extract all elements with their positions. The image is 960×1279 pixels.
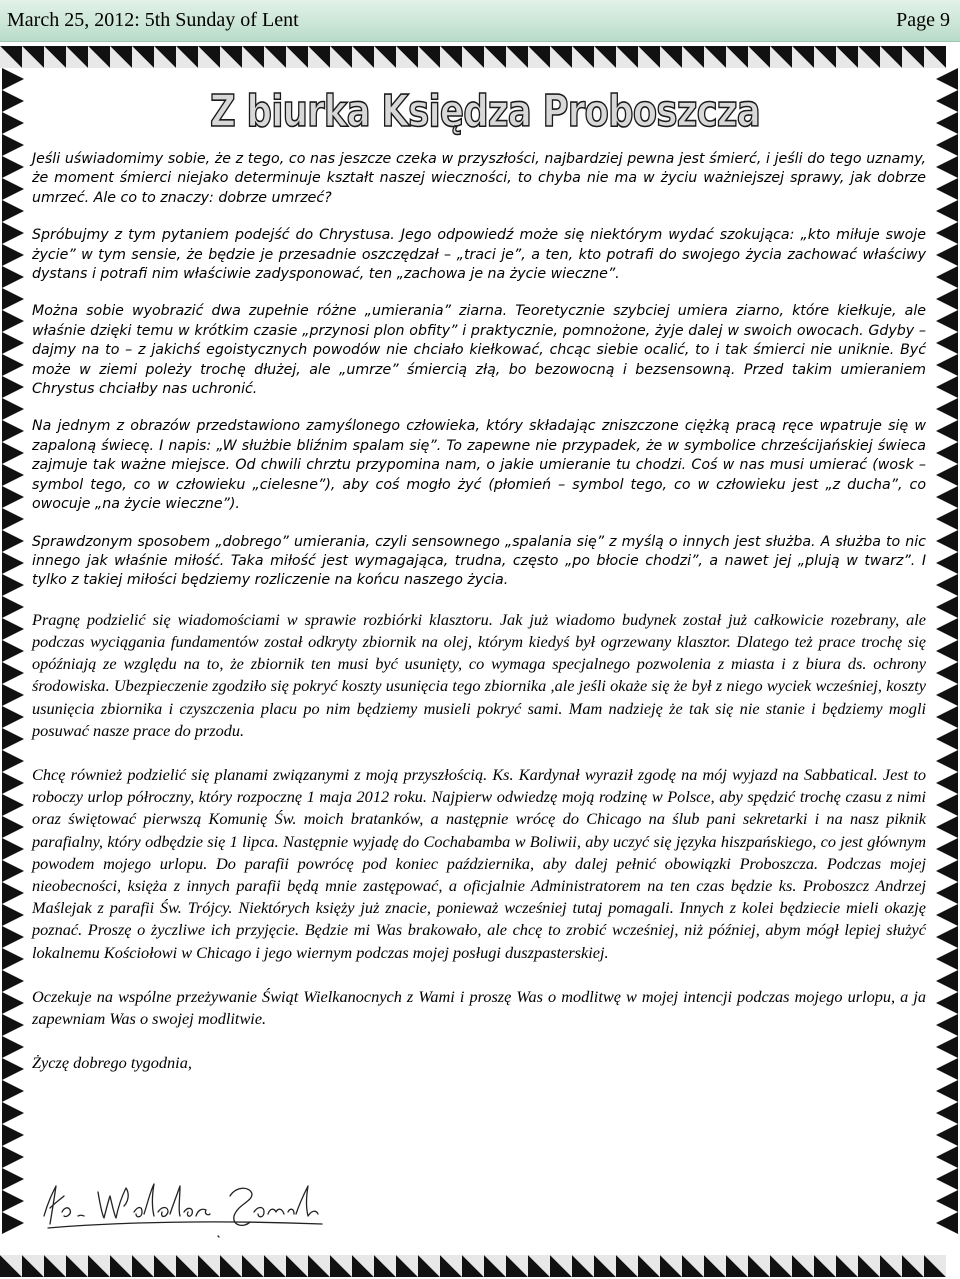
paragraph: Pragnę podzielić się wiadomościami w sprawie rozbiórki klasztoru. Jak już wiadomo budynek został już całkowicie rozebrany, ale podczas wyciągania fundamentów został odkryty zbiornik na olej, którym kiedyś był ogrzewany klasztor. Dlatego też prace trochę się opóźniają ze względu na to, że zbiornik ten musi być usunięty, co wymaga specjalnego pozwolenia z miasta i z biura ds. ochrony środowiska. Ubezpieczenie zgodziło się pokryć koszty usunięcia tego zbiornika ,ale jeśli okaże się że był z niego wyciek wcześniej, koszty usunięcia zbiornika i czyszczenia placu po nim będziemy musieli pokryć sami. Mam nadzieję że tak się nie stanie i będziemy mogli posuwać nasze prace do przodu. [32,609,926,740]
border-triangle [936,706,958,728]
paragraph: Na jednym z obrazów przedstawiono zamyślonego człowieka, który składając zniszczone ciężką pracą ręce wpatruje się w zapaloną świecę. I napis: „W służbie bliźnim spalam się”. To zapewne nie przypadek, że w symbolice chrześcijańskiej świeca zajmuje tak ważne miejsce. Od chwili chrztu przypomina nam, o jakie umieranie tu chodzi. Coś w nas musi umierać (wosk – symbol tego, co w człowieku „cielesne”), aby coś mogło żyć (płomień – symbol tego, co w człowieku jest „z ducha”, co owocuje „na życie wieczne”). [32,418,926,513]
border-triangle [2,728,24,750]
border-triangle [936,354,958,376]
handwritten-signature [38,1172,328,1242]
border-triangle [2,288,24,310]
border-triangle [936,266,958,288]
border-triangle [936,1102,958,1124]
border-triangle [2,1212,24,1234]
border-triangle [936,882,958,904]
border-triangle [936,772,958,794]
border-triangle [2,1146,24,1168]
border-triangle [2,662,24,684]
border-triangle [2,376,24,398]
border-triangle [936,596,958,618]
border-triangle [2,134,24,156]
border-triangle [2,618,24,640]
border-triangle [2,398,24,420]
border-triangle [936,948,958,970]
border-triangle [936,618,958,640]
border-triangle [2,222,24,244]
border-triangle [2,354,24,376]
border-triangle [936,574,958,596]
border-triangle [936,90,958,112]
border-triangle [2,112,24,134]
border-triangle [936,1146,958,1168]
border-triangle [936,750,958,772]
page-title [205,84,765,137]
border-triangle [936,728,958,750]
border-triangle [2,574,24,596]
border-triangle [936,156,958,178]
border-triangle [2,68,24,90]
border-triangle [2,200,24,222]
border-triangle [2,992,24,1014]
closing-greeting: Życzę dobrego tygodnia, [32,1053,192,1073]
border-triangle [2,750,24,772]
border-triangle [936,1080,958,1102]
paragraph: Spróbujmy z tym pytaniem podejść do Chrystusa. Jego odpowiedź może się niektórym wydać szokująca: „kto miłuje swoje życie” w tym sensie, że będzie je przesadnie oszczędzał – „traci je”, a ten, kto potrafi do swojego życia zachować właściwy dystans i potrafi nim właściwie zadysponować, ten „zachowa je na życie wieczne”. [32,227,926,283]
border-triangle [936,486,958,508]
paragraph: Chcę również podzielić się planami związanymi z moją przyszłością. Ks. Kardynał wyraził zgodę na mój wyjazd na Sabbatical. Jest to roboczy urlop półroczny, który rozpocznę 1 maja 2012 roku. Najpierw odwiedzę moją rodzinę w Polsce, aby spędzić trochę czasu z nimi oraz świętować pierwszą Komunię Św. moich bratanków, a następnie wrócę do Chicago na ślub pani sekretarki i na nasz piknik parafialny, który odbędzie się 1 lipca. Następnie wyjadę do Cochabamba w Boliwii, aby uczyć się języka hiszpańskiego, co jest głównym powodem mojego urlopu. Do parafii powrócę pod koniec października, aby dalej pełnić obowiązki Proboszcza. Podczas mojej nieobecności, księża z innych parafii będą mnie zastępować, a oficjalnie Administratorem na ten czas będzie ks. Proboszcz Andrzej Maślejak z parafii Św. Trójcy. Niektórych księży już znacie, ponieważ wcześniej tutaj pomagali. Innych z kolei będziecie mieli okazję poznać. Proszę o życzliwe ich przyjęcie. Będzie mi Was brakowało, ale chcę to zrobić wcześniej, niż później, abym mógł lepiej służyć lokalnemu Kościołowi w Chicago i jego wiernym podczas mojej posługi duszpasterskiej. [32,764,926,962]
border-triangle [2,552,24,574]
border-triangle [2,926,24,948]
border-triangle [936,1190,958,1212]
border-triangle [936,200,958,222]
border-triangle [936,398,958,420]
border-triangle [2,486,24,508]
border-triangle [2,90,24,112]
border-triangle [2,332,24,354]
border-triangle [936,464,958,486]
border-triangle [936,552,958,574]
border-triangle [936,1168,958,1190]
border-triangle [936,992,958,1014]
border-triangle [2,310,24,332]
border-triangle [936,420,958,442]
page-header [0,0,960,42]
border-triangle [2,1014,24,1036]
border-triangle [2,244,24,266]
border-triangle [936,1036,958,1058]
border-triangle [2,1080,24,1102]
border-triangle [2,772,24,794]
border-triangle [936,376,958,398]
border-triangle [936,904,958,926]
border-triangle [936,662,958,684]
border-triangle [936,310,958,332]
border-triangle [2,882,24,904]
border-triangle [936,1014,958,1036]
border-triangle [936,1058,958,1080]
border-triangle [936,222,958,244]
border-triangle [2,596,24,618]
border-triangle [2,1124,24,1146]
border-triangle [936,178,958,200]
page-number: Page 9 [896,9,950,31]
border-triangle [2,1102,24,1124]
border-triangle [936,530,958,552]
border-triangle [936,1124,958,1146]
border-triangle [2,420,24,442]
border-triangle [936,838,958,860]
border-triangle [936,640,958,662]
paragraph: Sprawdzonym sposobem „dobrego” umierania, czyli sensownego „spalania się” z myślą o innych jest służba. A służba to nic innego jak właśnie miłość. Taka miłość jest wymagająca, trudna, często „po błocie chodzi”, a nawet jej „plują w twarz”. I tylko z takiej miłości będziemy rozliczenie na końcu naszego życia. [32,533,926,589]
border-triangle [936,926,958,948]
border-triangle [2,266,24,288]
paragraph: Jeśli uświadomimy sobie, że z tego, co nas jeszcze czeka w przyszłości, najbardziej pewna jest śmierć, i jeśli do tego uznamy, że moment śmierci niejako determinuje kształt naszej wieczności, to chyba nie ma w życiu ważniejszej sprawy, jak dobrze umrzeć. Ale co to znaczy: dobrze umrzeć? [32,151,926,206]
border-triangle [936,508,958,530]
border-triangle [2,640,24,662]
border-triangle [2,860,24,882]
border-triangle [936,332,958,354]
border-triangle [936,244,958,266]
border-triangle [936,112,958,134]
article-body [32,150,926,1084]
border-triangle [2,156,24,178]
border-triangle [936,68,958,90]
border-triangle [936,970,958,992]
border-triangle [2,464,24,486]
header-date: March 25, 2012: 5th Sunday of Lent [7,9,299,31]
border-triangle [2,816,24,838]
border-triangle [2,948,24,970]
border-triangle [2,508,24,530]
border-triangle [2,970,24,992]
border-triangle [936,794,958,816]
border-triangle [2,178,24,200]
border-triangle [936,816,958,838]
border-triangle [2,1058,24,1080]
paragraph: Oczekuje na wspólne przeżywanie Świąt Wielkanocnych z Wami i proszę Was o modlitwę w mojej intencji podczas mojego urlopu, a ja zapewniam Was o swojej modlitwie. [32,986,926,1028]
border-triangle [2,838,24,860]
border-triangle [2,442,24,464]
border-triangle [2,1190,24,1212]
border-triangle [2,904,24,926]
border-triangle [936,442,958,464]
border-triangle [2,1036,24,1058]
border-triangle [936,288,958,310]
border-triangle [2,1168,24,1190]
paragraph: Można sobie wyobrazić dwa zupełnie różne „umierania” ziarna. Teoretycznie szybciej umiera ziarno, które kiełkuje, ale właśnie dzięki temu w krótkim czasie „przynosi plon obfity” i praktycznie, pomnożone, żyje dalej w swoich owocach. Gdyby – dajmy na to – z jakichś egoistycznych powodów nie chciało kiełkować, chcąc siebie ocalić, to i tak śmierci nie uniknie. Być może w ziemi poleży trochę dłużej, ale „umrze” śmiercią złą, bo bezowocną i bezsensowną. Przed takim umieraniem Chrystus chciałby nas uchronić. [32,303,926,398]
border-triangle [2,530,24,552]
border-triangle [936,134,958,156]
border-triangle [2,706,24,728]
page-title-text: Z biurka Księdza Proboszcza [210,86,760,137]
border-triangle [2,684,24,706]
border-triangle [936,1212,958,1234]
border-triangle [936,684,958,706]
border-triangle [936,860,958,882]
border-triangle [2,794,24,816]
